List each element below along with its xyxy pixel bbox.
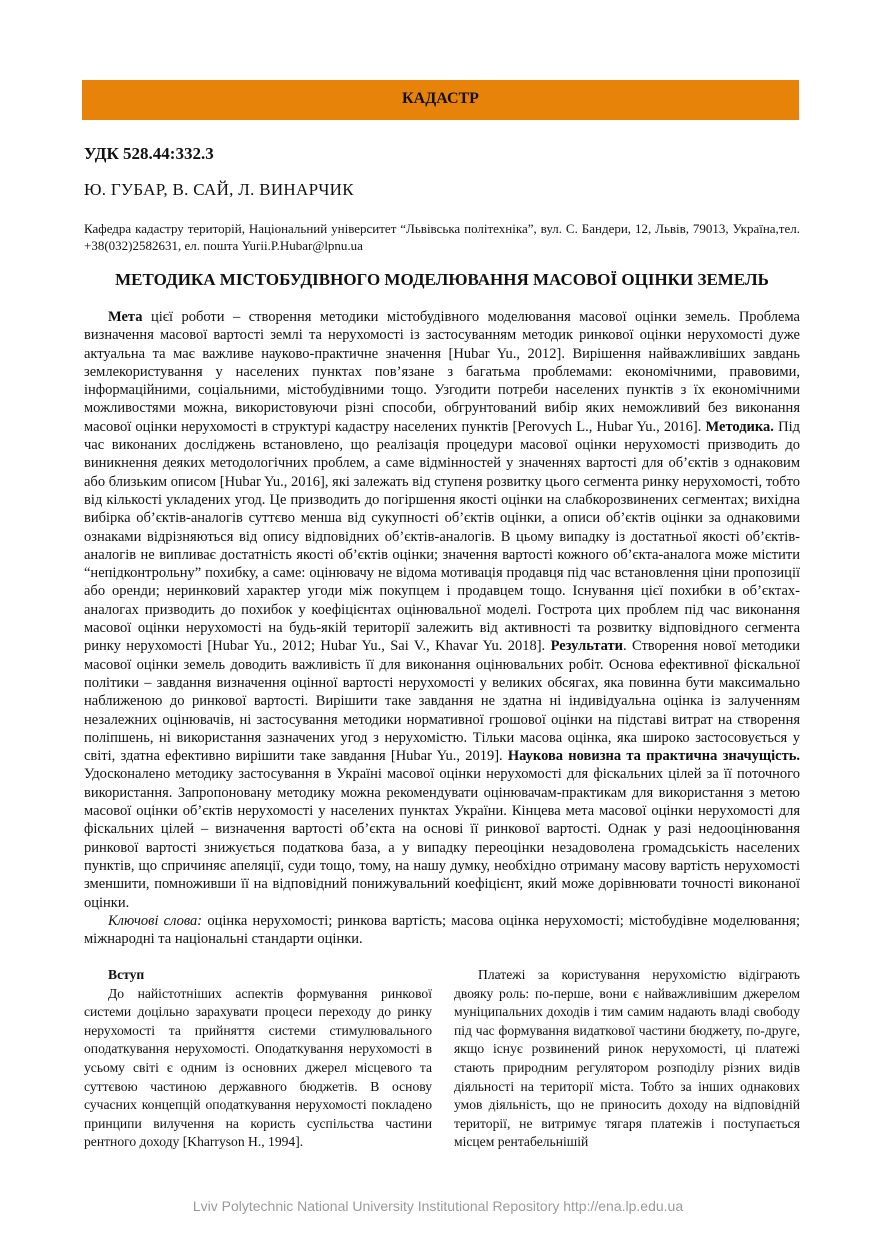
keywords [84, 912, 800, 949]
section-banner-label: КАДАСТР [402, 90, 479, 107]
section-banner [82, 80, 799, 120]
authors: Ю. ГУБАР, В. САЙ, Л. ВИНАРЧИК [84, 180, 354, 199]
keywords-label: Ключові слова: [108, 912, 203, 929]
affiliation: Кафедра кадастру територій, Національний університет “Львівська політехніка”, вул. С. Бандери, 12, Львів, 79013, Україна,тел. +38(032)2582631, ел. пошта Yurii.P.Hubar@lpnu.ua [84, 221, 800, 253]
udk-code: УДК 528.44:332.3 [84, 144, 214, 163]
method-label: Методика. [705, 418, 774, 435]
intro-paragraph: До найістотніших аспектів формування ринкової системи доцільно зарахувати процеси переходу до ринку нерухомості та прийняття системи стимулювального оподаткування нерухомості. Оподаткування нерухомості в усьому світі є одним із основних джерел місцевого та суттєвою частиною державного бюджетів. В основу сучасних концепцій оподаткування нерухомості покладено принципи вилучення на користь суспільства частини рентного доходу [Kharryson H., 1994]. [84, 985, 432, 1150]
aim-label: Мета [108, 309, 143, 325]
abstract-paragraph [84, 308, 800, 912]
aim-text: цієї роботи – створення методики містобудівного моделювання масової оцінки земель. Проблема визначення масової вартості землі та нерухомості із застосуванням методик ринкової оцінки нерухомості дуже актуальна та має важливе науково-практичне значення [Hubar Yu., 2012]. Вирішення найважливіших завдань землекористування у населених пунктах пов’язане з багатьма проблемами: економічними, правовими, інформаційними, соціальними, містобудівними тощо. Узгодити потреби населених пунктів з їх економічними можливостями можна, використовуючи різні способи, обгрунтований вибір яких неможливий без виконання масової оцінки нерухомості в структурі кадастру населених пунктів [Perovych L., Hubar Yu., 2016]. [84, 309, 800, 435]
results-text: . Створення нової методики масової оцінки земель доводить важливість її для виконання оцінювальних робіт. Основа ефективної фіскальної політики – завдання визначення оцінної вартості нерухомості у великих обсягах, яка повинна бути максимально наближеною до ринкової вартості. Вирішити таке завдання не здатна ні індивідуальна оцінка із залученням незалежних оцінювачів, ні застосування методики нормативної грошової оцінки на підставі витрат на створення поліпшень, ні використання зазначених угод з нерухомістю. Тільки масова оцінка, яка широко застосовується у світі, здатна ефективно вирішити таке завдання [Hubar Yu., 2019]. [84, 638, 800, 765]
paper-title: МЕТОДИКА МІСТОБУДІВНОГО МОДЕЛЮВАННЯ МАСОВОЇ ОЦІНКИ ЗЕМЕЛЬ [115, 270, 769, 289]
payments-paragraph: Платежі за користування нерухомістю відіграють двояку роль: по-перше, вони є найважливішим джерелом муніципальних доходів і тим самим надають владі свободу під час формування видаткової частини бюджету, по-друге, якщо існує розвинений ринок нерухомості, ці платежі стають природним регулятором розподілу різних видів діяльності на території міста. Тобто за інших однакових умов діяльність, що не приносить доходу на відповідній території, не витримує тягаря платежів і поступається місцем рентабельнішій [454, 967, 800, 1150]
intro-heading: Вступ [108, 967, 145, 982]
repository-footer: Lviv Polytechnic National University Institutional Repository http://ena.lp.edu.ua [192, 1198, 684, 1214]
results-label: Результати [550, 638, 623, 655]
abstract [84, 308, 800, 948]
novelty-text: Удосконалено методику застосування в Україні масової оцінки нерухомості для фіскальних цілей за її поточного використання. Запропоновану методику можна рекомендувати оцінювачам-практикам для використання з метою масової оцінки об’єктів нерухомості у населених пунктах України. Кінцева мета масової оцінки нерухомості для фіскальних цілей – визначення вартості об’єкта на основі її ринкової вартості. Однак у разі недооцінювання ринкової вартості знижується податкова база, а у випадку переоцінки незадоволена громадськість населених пунктів, що спричиняє апеляції, суди тощо, тому, на нашу думку, необхідно отриману масову вартість нерухомості зменшити, помноживши її на відповідний понижувальний коефіцієнт, який може дорівнювати точності виконаної оцінки. [84, 766, 800, 911]
left-column [84, 966, 432, 1152]
novelty-label: Наукова новизна та практична значущість. [507, 748, 800, 765]
right-column [454, 966, 800, 1152]
keywords-text: оцінка нерухомості; ринкова вартість; масова оцінка нерухомості; містобудівне моделювання; міжнародні та національні стандарти оцінки. [84, 912, 800, 948]
method-text: Під час виконаних досліджень встановлено, що реалізація процедури масової оцінки нерухомості призводить до виникнення деяких методологічних проблем, а саме відмінностей у значеннях вартості для об’єктів з однаковим або близьким описом [Hubar Yu., 2016], які залежать від ступеня розвитку цього сегмента ринку нерухомості, тобто від кількості укладених угод. Це призводить до погіршення якості оцінки на слабкорозвинених сегментах; вихідна вибірка об’єктів-аналогів суттєво менша від сукупності об’єктів оцінки, а описи об’єктів оцінки за однаковими ознаками відрізняються від опису відповідних об’єктів-аналогів. В цьому випадку із достатньої якості об’єктів-аналогів не випливає достатність якості об’єктів оцінки; значення вартості кожного об’єкта-аналога може містити “непідконтрольну” похибку, а саме: оцінювачу не відома мотивація продавця під час встановлення ціни пропозиції або оренди; неринковий характер угоди між покупцем і продавцем тощо. Існування цієї похибки в об’єктах-аналогах призводить до похибок у коефіцієнтах оцінювальної моделі. Гострота цих проблем під час виконання масової оцінки нерухомості на будь-якій території залежить від активності та розвитку відповідного сегмента ринку нерухомості [Hubar Yu., 2012; Hubar Yu., Sai V., Khavar Yu. 2018]. [84, 418, 800, 655]
